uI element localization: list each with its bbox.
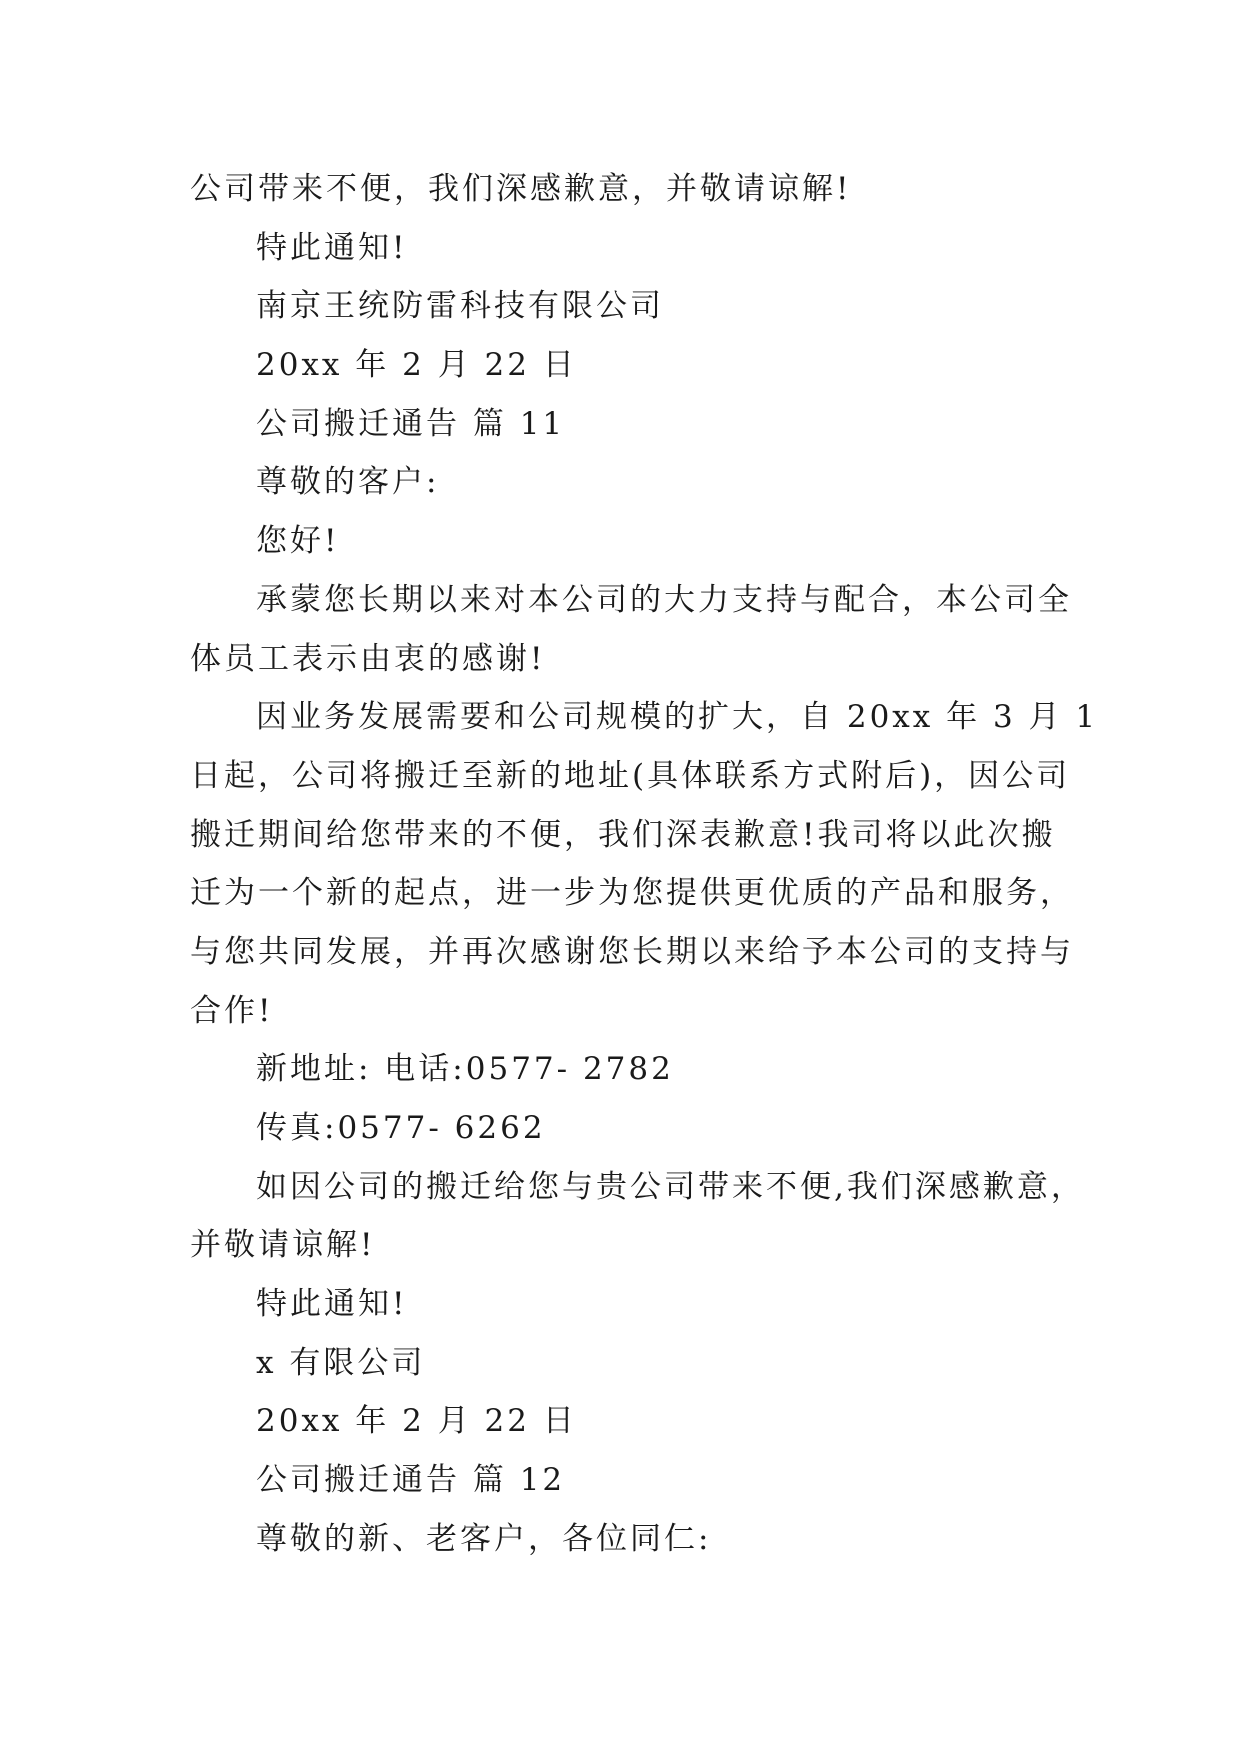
- text-line: 20xx 年 2 月 22 日: [256, 1403, 577, 1440]
- section-heading: 公司搬迁通告 篇 11: [256, 405, 566, 442]
- text-line: 合作!: [190, 992, 274, 1029]
- text-line: 并敬请谅解!: [190, 1227, 376, 1264]
- text-line: 南京王统防雷科技有限公司: [256, 288, 664, 325]
- text-line: 传真:0577- 6262: [256, 1110, 546, 1146]
- text-line: 迁为一个新的起点，进一步为您提供更优质的产品和服务，: [190, 875, 1074, 912]
- section-heading: 公司搬迁通告 篇 12: [256, 1462, 566, 1499]
- text-line: 特此通知!: [256, 229, 408, 266]
- document-body: [190, 160, 1099, 1569]
- text-line: 日起，公司将搬迁至新的地址(具体联系方式附后)，因公司: [190, 757, 1071, 794]
- text-line: 体员工表示由衷的感谢!: [190, 640, 546, 677]
- text-line: 承蒙您长期以来对本公司的大力支持与配合，本公司全: [256, 581, 1072, 618]
- text-line: 尊敬的客户:: [256, 464, 440, 501]
- text-line: x 有限公司: [256, 1344, 426, 1381]
- text-line: 搬迁期间给您带来的不便，我们深表歉意!我司将以此次搬: [190, 816, 1056, 853]
- text-line: 20xx 年 2 月 22 日: [256, 347, 577, 384]
- text-line: 与您共同发展，并再次感谢您长期以来给予本公司的支持与: [190, 933, 1074, 970]
- text-line: 尊敬的新、老客户，各位同仁:: [256, 1520, 712, 1557]
- text-line: 新地址: 电话:0577- 2782: [256, 1051, 674, 1088]
- text-line: 如因公司的搬迁给您与贵公司带来不便,我们深感歉意，: [256, 1168, 1085, 1205]
- text-line: 特此通知!: [256, 1286, 408, 1323]
- text-line: 因业务发展需要和公司规模的扩大，自 20xx 年 3 月 1: [256, 699, 1099, 736]
- text-line: 您好!: [256, 523, 340, 560]
- text-line: 公司带来不便，我们深感歉意，并敬请谅解!: [190, 171, 852, 207]
